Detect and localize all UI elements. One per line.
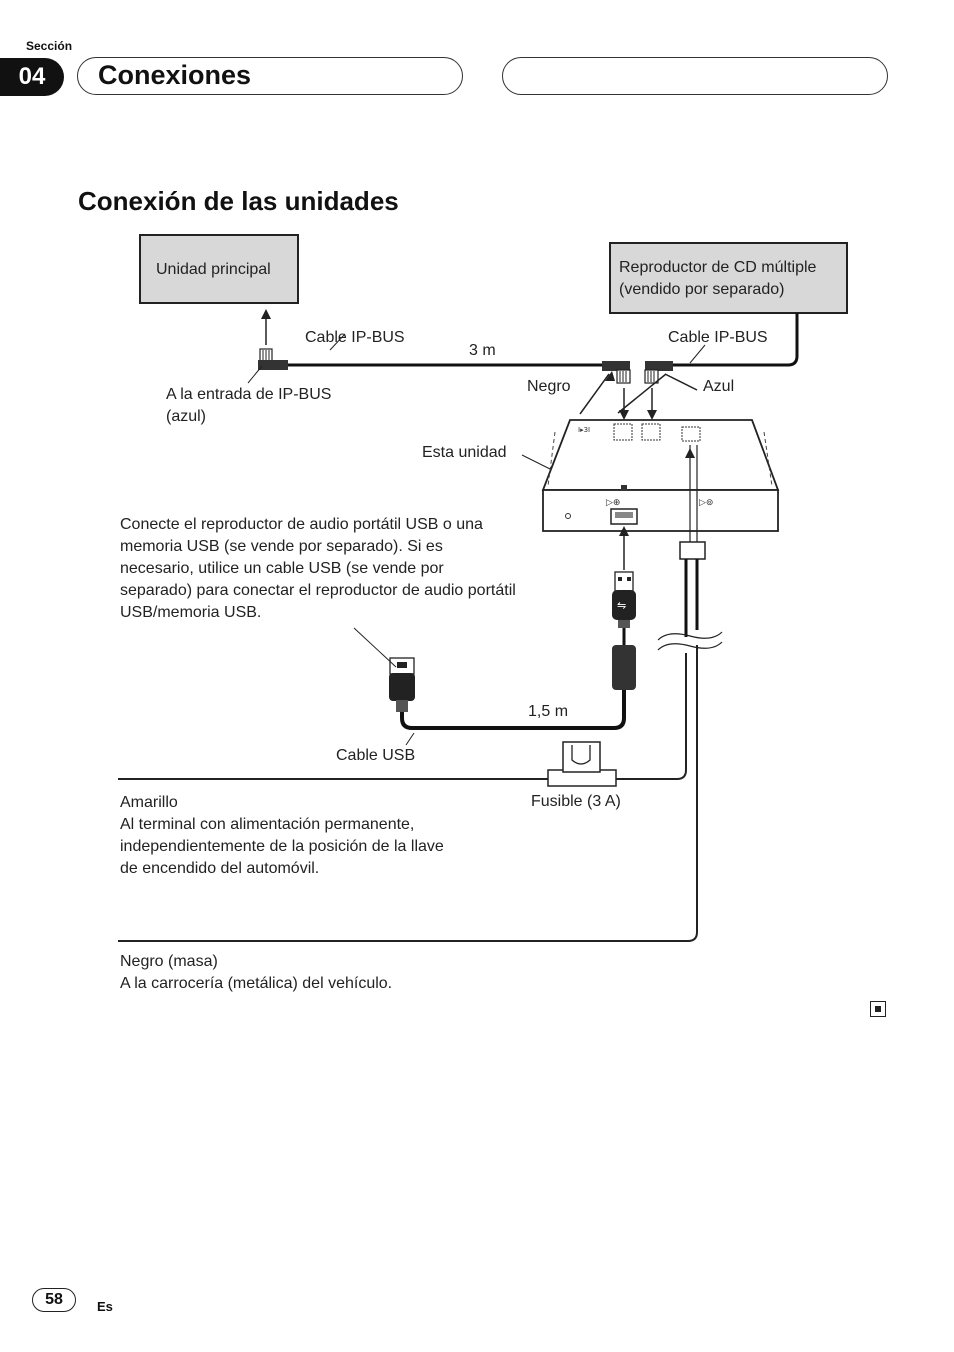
svg-text:▷⊕: ▷⊕ (606, 498, 621, 508)
language-code: Es (97, 1299, 113, 1314)
usb-female-connector (389, 658, 415, 712)
ground-wire-description: A la carrocería (metálica) del vehículo. (120, 975, 393, 992)
arrow-to-main-unit (261, 309, 271, 345)
svg-text:I▸3I: I▸3I (578, 426, 591, 434)
ipbus-cable-label-right: Cable IP-BUS (668, 329, 768, 346)
azul-label: Azul (703, 378, 735, 395)
page-number: 58 (32, 1288, 76, 1312)
cable-length-1-5m: 1,5 m (528, 703, 569, 720)
svg-text:⇋: ⇋ (617, 599, 627, 612)
section-title: Conexiones (98, 60, 252, 90)
ipbus-input-label: A la entrada de IP-BUS (166, 386, 332, 403)
ferrite-core (612, 645, 636, 690)
ipbus-connector-main (258, 349, 288, 370)
cable-length-3m: 3 m (469, 342, 496, 359)
page-title: Conexión de las unidades (78, 186, 399, 216)
ground-wire-title: Negro (masa) (120, 953, 218, 970)
main-unit-label: Unidad principal (156, 261, 271, 278)
ipbus-cable-label-left: Cable IP-BUS (305, 329, 405, 346)
svg-text:▷⊚: ▷⊚ (699, 498, 714, 508)
negro-azul-arrows (580, 374, 697, 414)
this-unit-body (543, 420, 778, 531)
usb-connection-note: Conecte el reproductor de audio portátil USB o una memoria USB (se vende por separado). Si es necesario, utilice un cable USB (se vende por separado) para conectar el reproductor de audio portátil USB/memoria USB. (120, 516, 516, 621)
usb-cable-label: Cable USB (336, 747, 416, 764)
this-unit-label: Esta unidad (422, 444, 507, 461)
usb-cable-15m (402, 690, 624, 728)
fuse-label: Fusible (3 A) (531, 793, 621, 810)
end-of-section-mark (870, 1001, 886, 1017)
fuse-symbol (548, 742, 616, 786)
negro-label: Negro (527, 378, 571, 395)
section-label: Sección (26, 39, 73, 53)
cd-player-label: Reproductor de CD múltiple (619, 259, 817, 276)
usb-plug (612, 572, 636, 628)
section-number: 04 (0, 58, 64, 96)
yellow-wire-description: Al terminal con alimentación permanente, independientemente de la posición de la llave de encendido del automóvil. (120, 816, 444, 877)
power-connector (680, 542, 705, 559)
yellow-wire-title: Amarillo (120, 794, 178, 811)
cd-player-sold-separately: (vendido por separado) (619, 281, 785, 298)
ipbus-input-color: (azul) (166, 408, 207, 425)
